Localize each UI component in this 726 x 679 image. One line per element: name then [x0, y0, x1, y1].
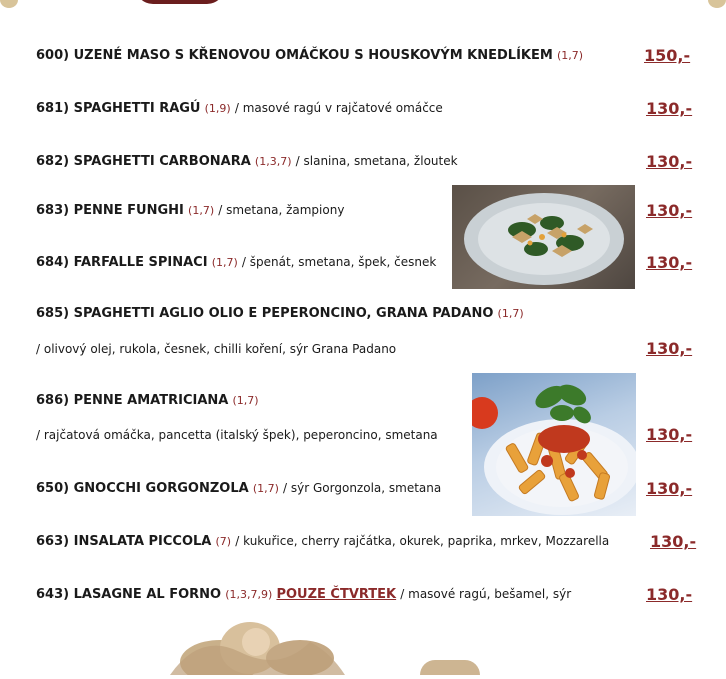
item-allergens: (1,7) — [497, 307, 524, 320]
item-name: 650) GNOCCHI GORGONZOLA — [36, 481, 249, 496]
item-allergens: (1,7) — [188, 204, 215, 217]
thursday-only-note: POUZE ČTVRTEK — [276, 587, 397, 602]
farfalle-spinach-photo — [452, 185, 635, 289]
item-name: 681) SPAGHETTI RAGÚ — [36, 101, 201, 116]
item-description: / olivový olej, rukola, česnek, chilli koření, sýr Grana Padano — [36, 342, 397, 356]
menu-item-681 — [36, 101, 443, 116]
item-price: 130,- — [646, 479, 693, 498]
item-price: 130,- — [646, 253, 693, 272]
item-description-line — [36, 428, 438, 443]
item-description: / masové ragú v rajčatové omáčce — [234, 101, 443, 115]
item-price: 150,- — [644, 46, 691, 65]
menu-item-684 — [36, 255, 436, 270]
item-price: 130,- — [646, 99, 693, 118]
item-name: 682) SPAGHETTI CARBONARA — [36, 154, 251, 169]
menu-item-600 — [36, 48, 583, 63]
top-ornament — [135, 0, 225, 4]
item-name: 684) FARFALLE SPINACI — [36, 255, 208, 270]
item-name: 600) UZENÉ MASO S KŘENOVOU OMÁČKOU S HOUSKOVÝM KNEDLÍKEM — [36, 48, 553, 63]
item-price: 130,- — [650, 532, 697, 551]
menu-item-686 — [36, 393, 259, 408]
item-price: 130,- — [646, 201, 693, 220]
corner-ornament-right — [708, 0, 726, 8]
item-description: / smetana, žampiony — [218, 203, 345, 217]
item-price: 130,- — [646, 585, 693, 604]
item-price: 130,- — [646, 152, 693, 171]
item-name: 685) SPAGHETTI AGLIO OLIO E PEPERONCINO, GRANA PADANO — [36, 306, 494, 321]
item-allergens: (1,3,7) — [254, 155, 292, 168]
item-description-line — [36, 342, 396, 357]
cherub-decoration — [160, 612, 350, 675]
item-description: / rajčatová omáčka, pancetta (italský špek), peperoncino, smetana — [36, 428, 438, 442]
corner-ornament-left — [0, 0, 18, 8]
item-description: / sýr Gorgonzola, smetana — [283, 481, 442, 495]
item-allergens: (1,9) — [204, 102, 231, 115]
item-price: 130,- — [646, 425, 693, 444]
item-name: 686) PENNE AMATRICIANA — [36, 393, 229, 408]
menu-item-663 — [36, 534, 609, 549]
item-allergens: (1,7) — [211, 256, 238, 269]
item-allergens: (1,3,7,9) — [225, 588, 273, 601]
menu-item-643 — [36, 587, 571, 602]
item-description: / slanina, smetana, žloutek — [295, 154, 458, 168]
item-price: 130,- — [646, 339, 693, 358]
item-name: 683) PENNE FUNGHI — [36, 203, 184, 218]
penne-amatriciana-photo — [472, 373, 636, 516]
item-name: 643) LASAGNE AL FORNO — [36, 587, 222, 602]
item-allergens: (1,7) — [252, 482, 279, 495]
item-allergens: (7) — [215, 535, 232, 548]
menu-item-682 — [36, 154, 458, 169]
cherub-wing-decoration — [420, 660, 480, 675]
item-description: / špenát, smetana, špek, česnek — [241, 255, 437, 269]
item-allergens: (1,7) — [232, 394, 259, 407]
menu-item-650 — [36, 481, 441, 496]
menu-item-683 — [36, 203, 344, 218]
item-description: / masové ragú, bešamel, sýr — [400, 587, 572, 601]
item-allergens: (1,7) — [556, 49, 584, 62]
item-name: 663) INSALATA PICCOLA — [36, 534, 212, 549]
menu-item-685 — [36, 306, 524, 321]
item-description: / kukuřice, cherry rajčátka, okurek, paprika, mrkev, Mozzarella — [235, 534, 610, 548]
